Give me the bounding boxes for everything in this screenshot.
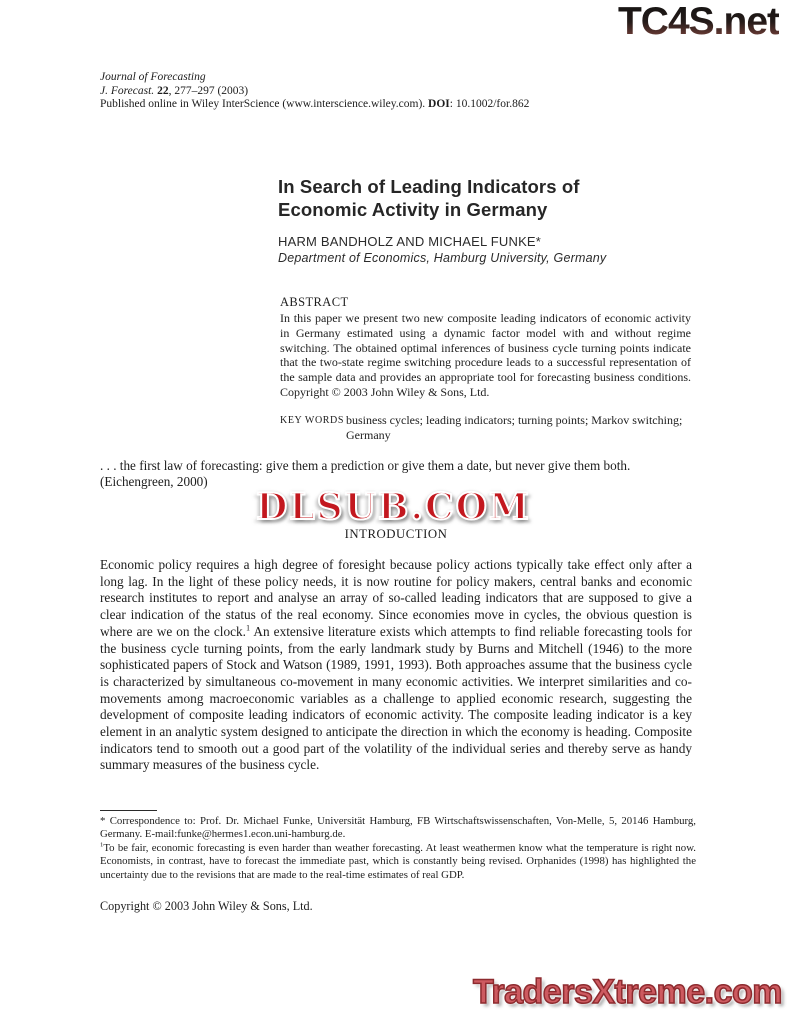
footnote-1-marker: 1 <box>100 841 104 849</box>
watermark-dlsub: DLSUB.COM <box>256 486 531 528</box>
citation-pages: , 277–297 (2003) <box>168 84 249 97</box>
footnote-reference-1: 1 <box>246 623 251 633</box>
journal-citation <box>100 85 529 99</box>
citation-abbrev: J. Forecast. <box>100 84 158 97</box>
keywords-text: business cycles; leading indicators; turning points; Markov switching; Germany <box>346 413 683 442</box>
watermark-tc4s: TC4S.net <box>617 0 779 43</box>
footnote-correspondence: * Correspondence to: Prof. Dr. Michael Funke, Universität Hamburg, FB Wirtschaftswissenschaften, Von-Melle, 5, 20146 Hamburg, Germany. E-mail:funke@hermes1.econ.uni-hamburg.de. <box>100 815 696 841</box>
epigraph-line2: (Eichengreen, 2000) <box>100 474 208 490</box>
introduction-text-part2: An extensive literature exists which attempts to find reliable forecasting tools for the business cycle turning points, from the early landmark study by Burns and Mitchell (1946) to the more sophisticated papers of Stock and Watson (1989, 1991, 1993). Both approaches assume that the business cycle is characterized by simultaneous co-movement in many economic activities. We interpret similarities and co-movements among macroeconomic variables as a challenge to applied economic research, suggesting the development of composite leading indicators of economic activity. The composite leading indicator is a key element in an analytic system designed to anticipate the direction in which the economy is heading. Composite indicators tend to smooth out a good part of the volatility of the individual series and thereby serve as handy summary measures of the business cycle. <box>100 623 693 773</box>
authors: HARM BANDHOLZ AND MICHAEL FUNKE* <box>278 234 542 249</box>
published-online-text: Published online in Wiley InterScience (www.interscience.wiley.com). <box>100 98 429 111</box>
journal-name: Journal of Forecasting <box>100 71 206 83</box>
keywords-label: KEY WORDS <box>280 415 345 426</box>
footnote-1 <box>100 842 696 882</box>
journal-header <box>100 71 529 112</box>
footnotes <box>100 815 696 882</box>
section-heading-introduction: INTRODUCTION <box>344 527 448 541</box>
published-online-line <box>100 98 529 112</box>
article-title-line1: In Search of Leading Indicators of <box>278 176 580 197</box>
doi-label: DOI <box>428 98 450 111</box>
epigraph-line1: . . . the first law of forecasting: give them a prediction or give them a date, but never give them both. <box>100 458 631 473</box>
introduction-text-part1: Economic policy requires a high degree of foresight because policy actions typically take effect only after a long lag. In the light of these policy needs, it is now routine for policy makers, central banks and economic research institutes to report and analyse an array of so-called leading indicators that are supposed to give a clear indication of the status of the real economy. Since economies move in cycles, the obvious question is where are we on the clock. <box>100 557 692 639</box>
copyright-line: Copyright © 2003 John Wiley & Sons, Ltd. <box>100 899 313 913</box>
introduction-paragraph <box>100 557 692 774</box>
article-title <box>278 176 580 221</box>
watermark-tradersxtreme: TradersXtreme.com <box>473 973 782 1011</box>
footnote-rule <box>100 810 157 811</box>
doi-value: : 10.1002/for.862 <box>449 98 530 111</box>
keywords-block <box>280 413 700 442</box>
affiliation: Department of Economics, Hamburg University, Germany <box>278 251 607 265</box>
footnote-1-text: To be fair, economic forecasting is even harder than weather forecasting. At least weathermen know what the temperature is right now. Economists, in contrast, have to forecast the immediate past, which is constantly being revised. Orphanides (1998) has highlighted the uncertainty due to the revisions that are made to the real-time estimates of real GDP. <box>100 841 696 881</box>
abstract-heading: ABSTRACT <box>280 295 349 309</box>
citation-volume: 22 <box>157 84 169 97</box>
abstract-text: In this paper we present two new composite leading indicators of economic activity in Germany estimated using a dynamic factor model with and without regime switching. The obtained optimal inferences of business cycle turning points indicate that the two-state regime switching procedure leads to a successful representation of the sample data and provides an appropriate tool for forecasting business conditions. Copyright © 2003 John Wiley & Sons, Ltd. <box>280 311 691 399</box>
article-title-line2: Economic Activity in Germany <box>278 198 548 220</box>
